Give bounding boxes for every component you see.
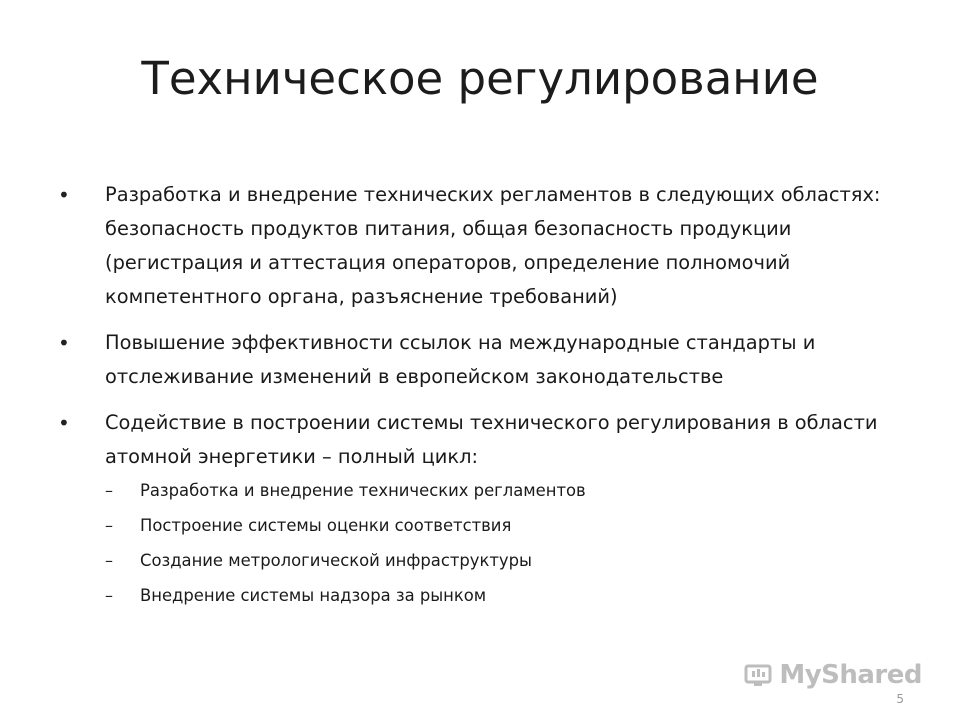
bullet-item xyxy=(58,326,905,394)
bullet-text: Повышение эффективности ссылок на международные стандарты и отслеживание изменений в европейском законодательстве xyxy=(105,331,816,388)
sub-bullet-text: Построение системы оценки соответствия xyxy=(140,516,512,535)
bullet-marker: • xyxy=(58,183,70,207)
bullet-item xyxy=(58,178,905,314)
bullet-text: Разработка и внедрение технических регламентов в следующих областях: безопасность продуктов питания, общая безопасность продукции (регистрация и аттестация операторов, определение полномочий компетентного органа, разъяснение требований) xyxy=(105,183,881,308)
bullet-marker: • xyxy=(58,411,70,435)
bullet-marker: • xyxy=(58,331,70,355)
sub-bullet-text: Внедрение системы надзора за рынком xyxy=(140,586,487,605)
myshared-logo-icon xyxy=(743,660,773,690)
sub-bullet-list xyxy=(105,476,905,611)
bullet-list xyxy=(58,178,905,623)
sub-bullet-marker: – xyxy=(105,481,113,500)
bullet-item xyxy=(58,406,905,611)
sub-bullet-marker: – xyxy=(105,586,113,605)
bullet-text: Содействие в построении системы технического регулирования в области атомной энергетики – полный цикл: xyxy=(105,411,878,468)
myshared-watermark xyxy=(743,660,922,690)
sub-bullet-item xyxy=(105,476,905,506)
slide-title: Техническое регулирование xyxy=(141,52,819,105)
sub-bullet-item xyxy=(105,546,905,576)
watermark-text: MyShared xyxy=(779,660,922,690)
sub-bullet-item xyxy=(105,581,905,611)
sub-bullet-marker: – xyxy=(105,516,113,535)
sub-bullet-text: Разработка и внедрение технических регламентов xyxy=(140,481,586,500)
sub-bullet-item xyxy=(105,511,905,541)
sub-bullet-text: Создание метрологической инфраструктуры xyxy=(140,551,532,570)
sub-bullet-marker: – xyxy=(105,551,113,570)
page-number: 5 xyxy=(896,692,904,706)
